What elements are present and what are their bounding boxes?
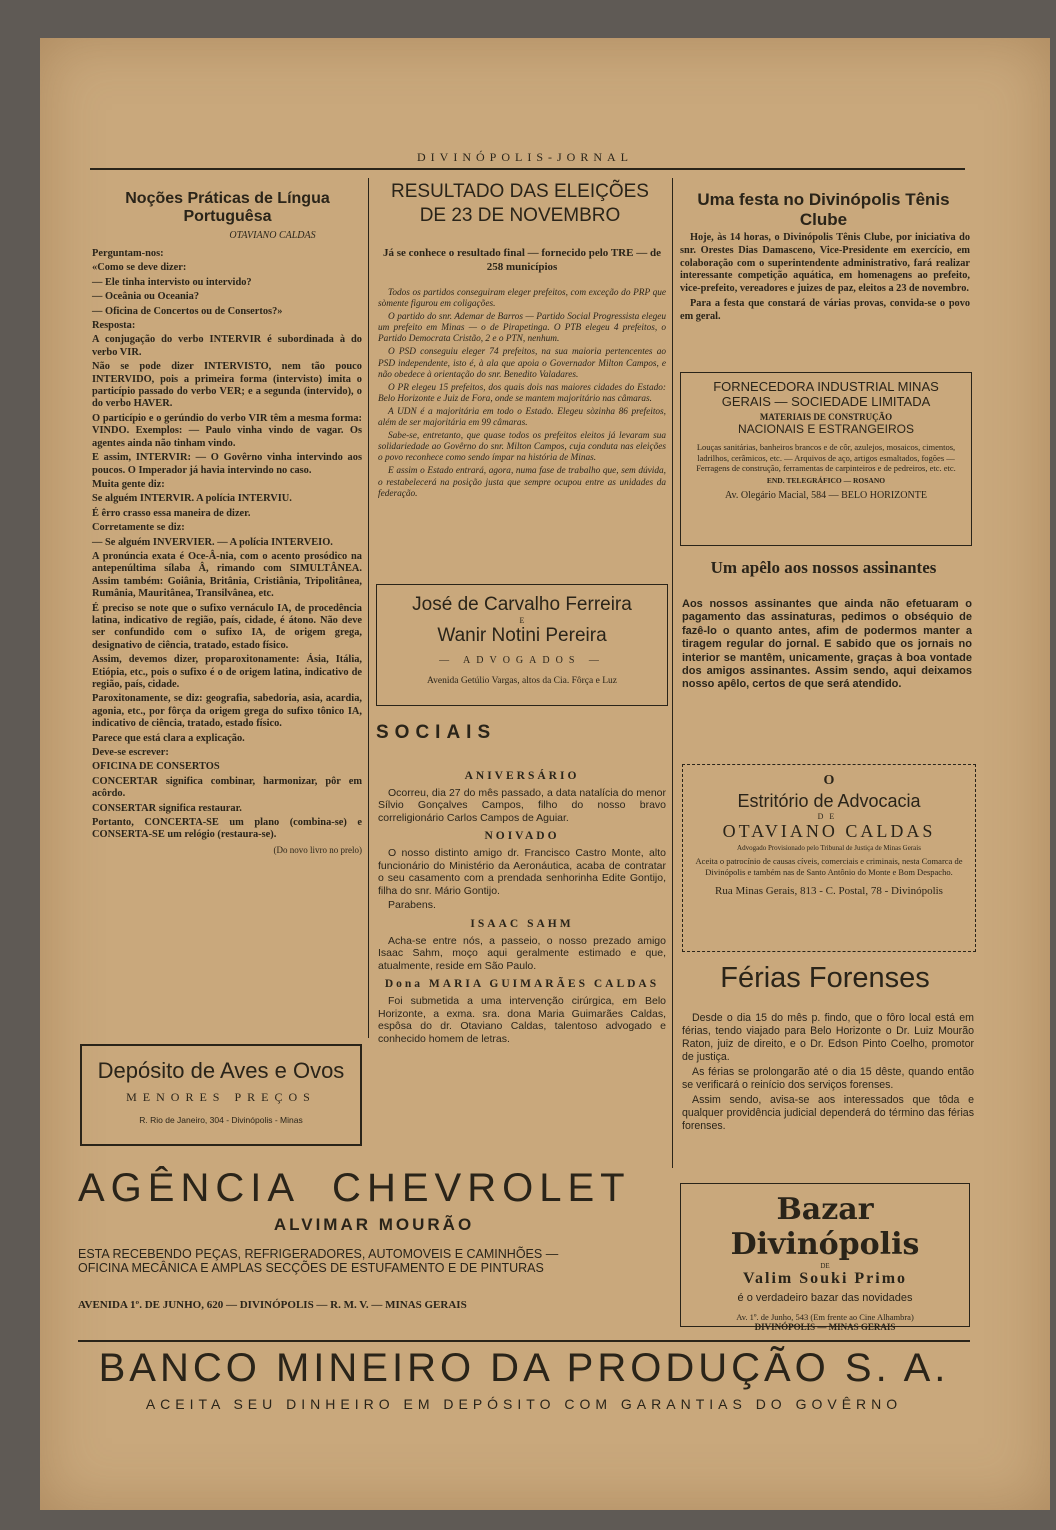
- apelo-text: Aos nossos assinantes que ainda não efetuaram o pagamento das assinaturas, pedimos o obséquio de fazê-lo o quanto antes, afim de podermos manter a tiragem regular do jornal. E sabido que os jornais no interior se mantêm, unicamente, graças à boa vontade dos amigos assinantes. Assim sendo, aqui deixamos nosso apêlo, certos de que será atendido.: [682, 598, 972, 691]
- section-heading: NOIVADO: [484, 830, 560, 843]
- article-title: RESULTADO DAS ELEIÇÕES: [391, 181, 649, 202]
- paragraph: — Se alguém INVERVIER. — A polícia INTERVEIO.: [92, 536, 333, 548]
- paragraph: Assim, devemos dizer, proparoxitonamente: Ásia, Itália, Etiópia, etc., pois o sufixo é o de origem latina, indicativo de região, país, cidade.: [92, 654, 362, 690]
- paragraph: Paroxitonamente, se diz: geografia, sabedoria, asia, acardia, agonia, etc., por fôrça da origem grega do sufixo tônico IA, indicativo de ciência, tratado, estado físico.: [92, 693, 362, 730]
- ad-address: Av. 1º. de Junho, 543 (Em frente ao Cine Alhambra): [736, 1312, 914, 1322]
- lawyer-name: Wanir Notini Pereira: [437, 625, 607, 646]
- ferias-body: [682, 1012, 974, 1135]
- section-heading: ISAAC SAHM: [470, 917, 574, 930]
- ad-line: GERAIS — SOCIEDADE LIMITADA: [721, 394, 931, 409]
- paragraph: — Oficina de Concertos ou de Consertos?»: [92, 305, 283, 317]
- ad-banco-title: BANCO MINEIRO DA PRODUÇÃO S. A.: [98, 1346, 950, 1390]
- ad-address: Rua Minas Gerais, 813 - C. Postal, 78 - Divinópolis: [715, 885, 943, 897]
- apelo-title: Um apêlo aos nossos assinantes: [710, 558, 937, 577]
- paragraph: Parabens.: [388, 899, 436, 912]
- paragraph: — Oceânia ou Oceania?: [92, 291, 200, 303]
- paragraph: Acha-se entre nós, a passeio, o nosso prezado amigo Isaac Sahm, moço aqui geralmente estimado e que, atualmente, reside em São Paulo.: [378, 934, 666, 972]
- paragraph: Não se pode dizer INTERVISTO, nem tão pouco INTERVIDO, pois a primeira forma (intervisto) imita o particípio passado do verbo VER; e a segunda (intervido), o do verbo HAVER.: [92, 361, 362, 410]
- ad-aves-box: [80, 1044, 362, 1146]
- article-body: [378, 288, 666, 502]
- ampersand: E: [519, 616, 525, 625]
- ad-slogan: é o verdadeiro bazar das novidades: [737, 1292, 913, 1304]
- ad-line: MATERIAIS DE CONSTRUÇÃO: [759, 412, 893, 422]
- paragraph: Assim sendo, avisa-se aos interessados que tôda e qualquer providência judicial dependerá do término das férias forenses.: [682, 1094, 974, 1132]
- paragraph: CONSERTAR significa restaurar.: [92, 802, 242, 814]
- paragraph: Deve-se escrever:: [92, 747, 169, 759]
- ad-line: NACIONAIS E ESTRANGEIROS: [737, 422, 915, 436]
- sociais-body: [378, 764, 666, 1047]
- header-rule: [90, 168, 965, 170]
- article-lead: Já se conhece o resultado final — fornecido pelo TRE — de 258 municípios: [383, 247, 661, 273]
- paragraph: O partido do snr. Ademar de Barros — Partido Social Progressista elegeu um prefeito em Minas — o de Pirapetinga. O PTB elegeu 4 prefeitos, o Partido Democrata Cristão, 2 e o PTN, nenhum.: [378, 312, 666, 345]
- ad-address: AVENIDA 1º. DE JUNHO, 620 — DIVINÓPOLIS — R. M. V. — MINAS GERAIS: [78, 1299, 467, 1311]
- ad-name: OTAVIANO CALDAS: [722, 821, 936, 841]
- paragraph: Todos os partidos conseguiram eleger prefeitos, com exceção do PRP que sòmente figurou em coligações.: [378, 288, 666, 310]
- ad-title: Estritório de Advocacia: [737, 791, 921, 811]
- divider: [78, 1340, 970, 1342]
- paragraph: E assim, INTERVIR: — O Govêrno vinha intervindo aos poucos. O Imperador já havia intervindo no caso.: [92, 452, 362, 476]
- paragraph: Resposta:: [92, 320, 136, 332]
- ad-title: Depósito de Aves e Ovos: [97, 1058, 345, 1083]
- paragraph: Portanto, CONCERTA-SE um plano (combina-se) e CONSERTA-SE um relógio (restaura-se).: [92, 817, 362, 841]
- ad-bazar-box: [680, 1183, 970, 1332]
- ad-owner: Valim Souki Primo: [742, 1270, 908, 1287]
- article-author: OTAVIANO CALDAS: [229, 230, 316, 241]
- paragraph: O nosso distinto amigo dr. Francisco Castro Monte, alto funcionário do Ministério da Aeronáutica, acaba de contratar o seu casamento com a prendada senhorinha Edite Gontijo, filha do snr. Mário Gontijo.: [378, 846, 666, 897]
- paragraph: Muita gente diz:: [92, 478, 165, 490]
- masthead: DIVINÓPOLIS-JORNAL: [417, 150, 633, 164]
- article-title: Uma festa no Divinópolis Tênis Clube: [697, 190, 950, 229]
- article-title-line2: DE 23 DE NOVEMBRO: [419, 205, 621, 226]
- paragraph: OFICINA DE CONSERTOS: [92, 761, 220, 773]
- ad-title: Bazar Divinópolis: [730, 1192, 920, 1262]
- ad-body: Aceita o patrocínio de causas cíveis, comerciais e criminais, nesta Comarca de Divinópolis e também nas de Santo Antônio do Monte e Bom Despacho.: [695, 856, 963, 877]
- ad-fornecedora-box: [680, 372, 972, 546]
- paragraph: A UDN é a majoritária em todo o Estado. Elegeu sòzinha 86 prefeitos, além de ser majoritária em 99 câmaras.: [378, 406, 666, 429]
- paragraph: Ocorreu, dia 27 do mês passado, a data natalícia do menor Sílvio Gonçalves Campos, filho do nosso bravo correligionário Carlos Campos de Aguiar.: [378, 786, 666, 824]
- ad-line: O: [823, 773, 835, 788]
- paragraph: Corretamente se diz:: [92, 522, 185, 534]
- ad-address: Av. Olegário Macial, 584 — BELO HORIZONTE: [725, 489, 927, 501]
- article-body: [680, 232, 970, 326]
- section-heading: ANIVERSÁRIO: [464, 770, 580, 782]
- ad-line: DE: [817, 812, 841, 821]
- paragraph: O particípio e o gerúndio do verbo VIR têm a mesma forma: VINDO. Exemplos: — Paulo vinha vindo de vagar. Os agentes ainda não tinham vindo.: [92, 412, 362, 449]
- ad-subtitle: MENORES PREÇOS: [126, 1090, 316, 1104]
- paragraph: É preciso se note que o sufixo vernáculo IA, de procedência latina, indicativo de região, país, cidade, é átono. Não deve ser confundido com o sufixo IA, de origem grega, designativo de ciência, tratado, estado físico.: [92, 602, 362, 651]
- ad-line: ESTA RECEBENDO PEÇAS, REFRIGERADORES, AUTOMOVEIS E CAMINHÕES —: [78, 1247, 559, 1261]
- paragraph: Sabe-se, entretanto, que quase todos os prefeitos eleitos já levaram sua solidariedade ao Govêrno do snr. Milton Campos, cuja conduta nas eleições o povo reconhece como sendo ímpar na história de Minas.: [378, 431, 666, 464]
- paragraph: O PR elegeu 15 prefeitos, dos quais dois nas maiores cidades do Estado: Belo Horizonte e Juiz de Fora, onde se mantem majoritário nas câmaras.: [378, 382, 666, 404]
- ad-title: AGÊNCIA CHEVROLET: [78, 1166, 631, 1210]
- section-heading: Dona MARIA GUIMARÃES CALDAS: [384, 978, 660, 991]
- paragraph: Para a festa que constará de várias provas, convida-se o povo em geral.: [680, 297, 970, 322]
- ad-name: ALVIMAR MOURÃO: [273, 1215, 475, 1234]
- paragraph: Perguntam-nos:: [92, 248, 164, 259]
- paragraph: Se alguém INTERVIR. A polícia INTERVIU.: [92, 493, 292, 505]
- paragraph: A conjugação do verbo INTERVIR é subordinada à do verbo VIR.: [92, 334, 362, 358]
- column-rule: [368, 178, 369, 1038]
- ferias-title: Férias Forenses: [720, 962, 930, 994]
- paragraph: Foi submetida a uma intervenção cirúrgica, em Belo Horizonte, a exma. sra. dona Maria Guimarães Caldas, espôsa do dr. Otaviano Caldas, talentoso advogado e conhecido homem de letras.: [378, 994, 666, 1045]
- lawyer-name: José de Carvalho Ferreira: [412, 594, 632, 615]
- ad-banco-slogan: ACEITA SEU DINHEIRO EM DEPÓSITO COM GARANTIAS DO GOVÊRNO: [145, 1396, 903, 1412]
- column-rule: [672, 178, 673, 1168]
- ad-line: DE: [820, 1262, 830, 1270]
- paragraph: As férias se prolongarão até o dia 15 dêste, quando então se verificará o reinício dos serviços forenses.: [682, 1066, 974, 1091]
- ad-telegraph: END. TELEGRÁFICO — ROSANO: [766, 475, 886, 485]
- ad-line: FORNECEDORA INDUSTRIAL MINAS: [713, 379, 939, 394]
- ad-line: OFICINA MECÂNICA E AMPLAS SECÇÕES DE ESTUFAMENTO E DE PINTURAS: [78, 1261, 544, 1275]
- paragraph: Hoje, às 14 horas, o Divinópolis Tênis Clube, por iniciativa do snr. Orestes Dias Damasceno, Vice-Presidente em exercício, em colaboração com o superintendente administrativo, fará realizar interessante competição aquática, em homenagens ao prefeito, vice-prefeito, vereadores e juizes de paz, eleitos a 23 de novembro.: [680, 232, 970, 295]
- ad-advocacia-box: [682, 764, 976, 952]
- article-source: (Do novo livro no prelo): [273, 844, 362, 855]
- paragraph: CONCERTAR significa combinar, harmonizar, pôr em acôrdo.: [92, 775, 362, 800]
- ad-lawyers-box: [376, 584, 668, 706]
- paragraph: Parece que está clara a explicação.: [92, 732, 245, 744]
- section-title: SOCIAIS: [376, 722, 497, 743]
- paragraph: «Como se deve dizer:: [92, 262, 187, 274]
- paragraph: Desde o dia 15 do mês p. findo, que o fôro local está em férias, tendo viajado para Belo Horizonte o Dr. Luiz Mourão Raton, juiz de direito, e o Dr. Edson Pinto Coelho, promotor de justiça.: [682, 1012, 974, 1063]
- ad-address: R. Rio de Janeiro, 304 - Divinópolis - Minas: [139, 1115, 303, 1125]
- paragraph: O PSD conseguiu eleger 74 prefeitos, na sua maioria pertencentes ao PSD independente, isto é, à ala que apoia o Governador Milton Campos, e não obedece à orientação do snr. Benedito Valadares.: [378, 347, 666, 380]
- paragraph: E assim o Estado entrará, agora, numa fase de trabalho que, sem dúvida, o restabelecerá na posição justa que sempre ocupou entre as unidades da federação.: [378, 466, 666, 499]
- paragraph: É êrro crasso essa maneira de dizer.: [92, 507, 251, 519]
- paragraph: — Ele tinha intervisto ou intervido?: [92, 276, 252, 288]
- article-body: [92, 248, 362, 858]
- ad-subtitle: Advogado Provisionado pelo Tribunal de Justiça de Minas Gerais: [737, 844, 921, 852]
- ad-role: — ADVOGADOS —: [439, 655, 605, 666]
- ad-city: DIVINÓPOLIS — MINAS GERAIS: [754, 1322, 896, 1332]
- ad-chevrolet: [78, 1166, 670, 1338]
- ad-address: Avenida Getúlio Vargas, altos da Cia. Fôrça e Luz: [427, 676, 617, 686]
- article-title: Noções Práticas de Língua Portuguêsa: [125, 190, 330, 225]
- ad-body: Louças sanitárias, banheiros brancos e de côr, azulejos, mosaicos, cimentos, ladrilhos, cerâmicos, etc. — Arquivos de aço, artigos esmaltados, fogões — Ferragens de construção, ferramentas de carpinteiros e de pedreiros, etc. etc.: [696, 442, 956, 473]
- paragraph: A pronúncia exata é Oce-Â-nia, com o acento prosódico na antepenúltima sílaba Â, rimando com SIMULTÂNEA. Assim também: Goiânia, Britânia, Cristiânia, Tripolitânea, Rumânia, Mauritânea, Transilvânea, etc.: [92, 550, 362, 600]
